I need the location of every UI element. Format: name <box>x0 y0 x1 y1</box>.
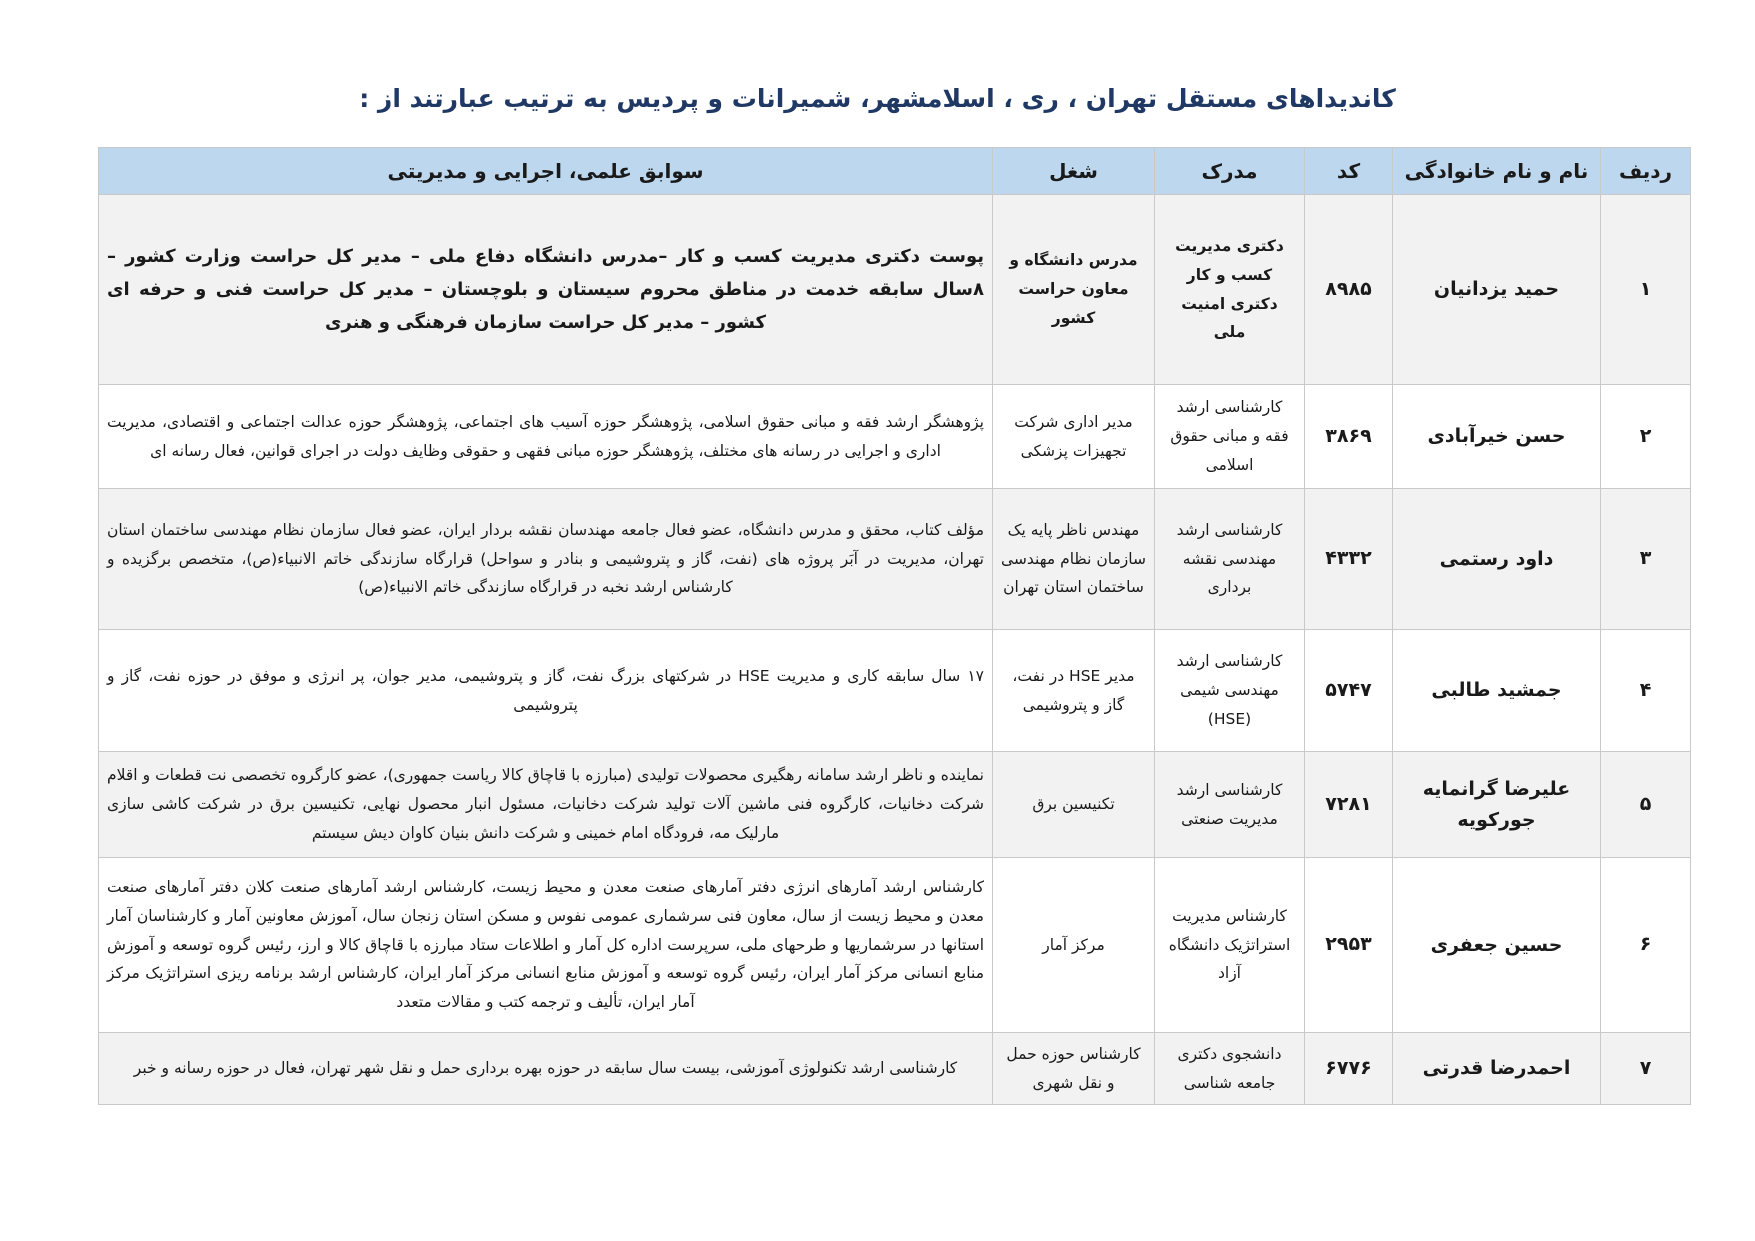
candidate-degree: کارشناسی ارشد مهندسی شیمی (HSE) <box>1155 630 1305 752</box>
candidate-degree: دانشجوی دکتری جامعه شناسی <box>1155 1033 1305 1105</box>
table-row <box>99 1033 1691 1105</box>
candidate-job: مدرس دانشگاه و معاون حراست کشور <box>993 195 1155 385</box>
candidate-job: مدیر اداری شرکت تجهیزات پزشکی <box>993 385 1155 489</box>
candidate-background: کارشناس ارشد آمارهای انرژی دفتر آمارهای صنعت معدن و محیط زیست، کارشناس ارشد آمارهای صنعت کلان دفتر آمارهای صنعت معدن و محیط زیست از سال، معاون فنی سرشماری عمومی نفوس و مسکن استان زنجان سال، آموزش معاونین آمار و کارشناسان آمار استانها در سرشماریها و طرحهای ملی، سرپرست اداره کل آمار و اطلاعات ستاد مبارزه با قاچاق کالا و ارز، رئیس گروه توسعه و آموزش منابع انسانی مرکز آمار ایران، رئیس گروه توسعه و آموزش منابع انسانی مرکز آمار ایران، کارشناس ارشد برنامه ریزی استراتژیک مرکز آمار ایران، تألیف و ترجمه کتب و مقالات متعدد <box>99 858 993 1033</box>
table-row <box>99 195 1691 385</box>
header-degree: مدرک <box>1155 148 1305 195</box>
header-row-number: ردیف <box>1601 148 1691 195</box>
candidates-table <box>98 147 1691 1105</box>
row-number: ۵ <box>1601 752 1691 858</box>
candidate-code: ۲۹۵۳ <box>1305 858 1393 1033</box>
table-row <box>99 630 1691 752</box>
candidate-code: ۸۹۸۵ <box>1305 195 1393 385</box>
candidate-code: ۶۷۷۶ <box>1305 1033 1393 1105</box>
candidate-name: جمشید طالبی <box>1393 630 1601 752</box>
row-number: ۶ <box>1601 858 1691 1033</box>
row-number: ۱ <box>1601 195 1691 385</box>
table-row <box>99 385 1691 489</box>
candidate-code: ۷۲۸۱ <box>1305 752 1393 858</box>
candidate-background: پژوهشگر ارشد فقه و مبانی حقوق اسلامی، پژوهشگر حوزه آسیب های اجتماعی، پژوهشگر حوزه عدالت اجتماعی و اقتصادی، مدیریت اداری و اجرایی در رسانه های مختلف، پژوهشگر حوزه مبانی فقهی و حقوقی وظایف دولت در اجرای قوانین، فعال رسانه ای <box>99 385 993 489</box>
candidate-name: احمدرضا قدرتی <box>1393 1033 1601 1105</box>
table-row <box>99 752 1691 858</box>
candidate-job: مدیر HSE در نفت، گاز و پتروشیمی <box>993 630 1155 752</box>
header-name: نام و نام خانوادگی <box>1393 148 1601 195</box>
candidate-background: نماینده و ناظر ارشد سامانه رهگیری محصولات تولیدی (مبارزه با قاچاق کالا ریاست جمهوری)، عضو کارگروه تخصصی نت قطعات و اقلام شرکت دخانیات، کارگروه فنی ماشین آلات تولید شرکت دخانیات، مسئول انبار محصول نهایی، تکنیسین برق در شرکت کاشی سازی مارلیک مه، فرودگاه امام خمینی و شرکت دانش بنیان کاوان دیش سیستم <box>99 752 993 858</box>
candidate-name: علیرضا گرانمایه جورکویه <box>1393 752 1601 858</box>
header-job: شغل <box>993 148 1155 195</box>
candidate-job: مهندس ناظر پایه یک سازمان نظام مهندسی ساختمان استان تهران <box>993 489 1155 630</box>
candidate-background: ۱۷ سال سابقه کاری و مدیریت HSE در شرکتهای بزرگ نفت، گاز و پتروشیمی، مدیر جوان، پر انرژی و موفق در حوزه نفت، گاز و پتروشیمی <box>99 630 993 752</box>
table-header-row <box>99 148 1691 195</box>
row-number: ۴ <box>1601 630 1691 752</box>
candidate-background: کارشناسی ارشد تکنولوژی آموزشی، بیست سال سابقه در حوزه بهره برداری حمل و نقل شهر تهران، فعال در حوزه رسانه و خبر <box>99 1033 993 1105</box>
candidate-degree: دکتری مدیریت کسب و کار دکتری امنیت ملی <box>1155 195 1305 385</box>
candidate-job: تکنیسین برق <box>993 752 1155 858</box>
candidate-background: مؤلف کتاب، محقق و مدرس دانشگاه، عضو فعال جامعه مهندسان نقشه بردار ایران، عضو فعال سازمان نظام مهندسی ساختمان استان تهران، مدیریت در آبَر پروژه های (نفت، گاز و پتروشیمی و بنادر و سواحل) قرارگاه سازندگی خاتم الانبیاء(ص)، متخصص برگزیده و کارشناس ارشد نخبه در قرارگاه سازندگی خاتم الانبیاء(ص) <box>99 489 993 630</box>
row-number: ۲ <box>1601 385 1691 489</box>
table-row <box>99 489 1691 630</box>
row-number: ۷ <box>1601 1033 1691 1105</box>
candidate-code: ۵۷۴۷ <box>1305 630 1393 752</box>
page-title: کاندیداهای مستقل تهران ، ری ، اسلامشهر، شمیرانات و پردیس به ترتیب عبارتند از : <box>359 84 1396 113</box>
table-row <box>99 858 1691 1033</box>
candidate-code: ۴۳۳۲ <box>1305 489 1393 630</box>
row-number: ۳ <box>1601 489 1691 630</box>
candidate-name: حمید یزدانیان <box>1393 195 1601 385</box>
candidate-name: داود رستمی <box>1393 489 1601 630</box>
candidate-degree: کارشناس مدیریت استراتژیک دانشگاه آزاد <box>1155 858 1305 1033</box>
header-code: کد <box>1305 148 1393 195</box>
candidate-job: مرکز آمار <box>993 858 1155 1033</box>
candidate-degree: کارشناسی ارشد مدیریت صنعتی <box>1155 752 1305 858</box>
candidate-name: حسن خیرآبادی <box>1393 385 1601 489</box>
candidate-name: حسین جعفری <box>1393 858 1601 1033</box>
header-background: سوابق علمی، اجرایی و مدیریتی <box>99 148 993 195</box>
candidate-code: ۳۸۶۹ <box>1305 385 1393 489</box>
candidate-degree: کارشناسی ارشد مهندسی نقشه برداری <box>1155 489 1305 630</box>
candidate-degree: کارشناسی ارشد فقه و مبانی حقوق اسلامی <box>1155 385 1305 489</box>
candidate-job: کارشناس حوزه حمل و نقل شهری <box>993 1033 1155 1105</box>
candidate-background: پوست دکتری مدیریت کسب و کار –مدرس دانشگاه دفاع ملی – مدیر کل حراست وزارت کشور – ۸سال سابقه خدمت در مناطق محروم سیستان و بلوچستان – مدیر کل حراست فنی و حرفه ای کشور – مدیر کل حراست سازمان فرهنگی و هنری <box>99 195 993 385</box>
